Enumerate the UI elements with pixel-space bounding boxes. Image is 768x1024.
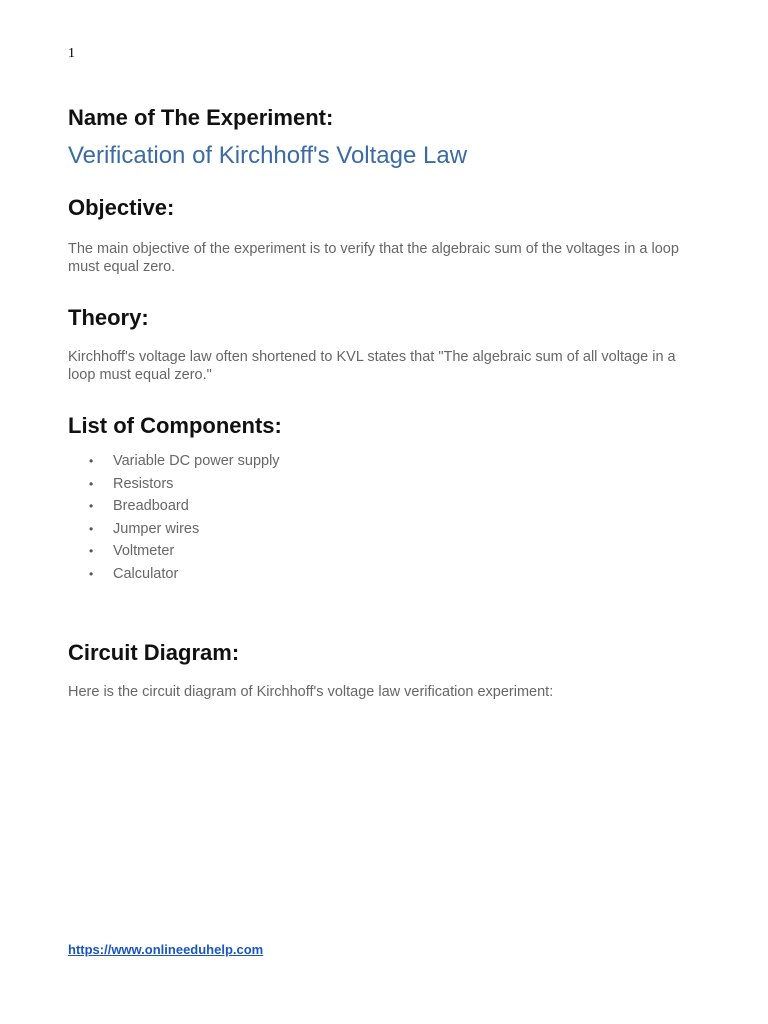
theory-heading: Theory: [68, 305, 149, 330]
bullet-icon: • [89, 499, 94, 513]
bullet-icon: • [89, 454, 94, 468]
bullet-icon: • [89, 521, 94, 536]
bullet-icon: • [89, 544, 94, 558]
document-content [68, 104, 698, 701]
components-heading: List of Components: [68, 413, 282, 438]
theory-text: Kirchhoff's voltage law often shortened to KVL states that "The algebraic sum of all voltage in a loop must equal zero." [68, 349, 676, 383]
page-number: 1 [68, 46, 75, 61]
circuit-heading: Circuit Diagram: [68, 640, 240, 665]
circuit-section [68, 639, 698, 701]
experiment-title: Verification of Kirchhoff's Voltage Law [68, 142, 468, 169]
objective-section [68, 194, 698, 276]
list-item: • Variable DC power supply [113, 450, 698, 473]
experiment-name-heading: Name of The Experiment: [68, 105, 334, 130]
footer-website-link[interactable]: https://www.onlineeduhelp.com [68, 942, 264, 957]
list-item: • Jumper wires [113, 518, 698, 541]
bullet-icon: • [89, 476, 94, 491]
list-item: • Breadboard [113, 495, 698, 518]
objective-heading: Objective: [68, 195, 175, 220]
list-item: • Resistors [113, 473, 698, 496]
bullet-icon: • [89, 566, 94, 581]
theory-section [68, 304, 698, 384]
objective-text: The main objective of the experiment is to verify that the algebraic sum of the voltages in a loop must equal zero. [68, 241, 679, 275]
circuit-text: Here is the circuit diagram of Kirchhoff's voltage law verification experiment: [68, 684, 554, 700]
components-list [68, 450, 698, 585]
components-section [68, 412, 698, 585]
list-item: • Calculator [113, 563, 698, 586]
list-item: • Voltmeter [113, 540, 698, 563]
experiment-name-section [68, 104, 698, 172]
